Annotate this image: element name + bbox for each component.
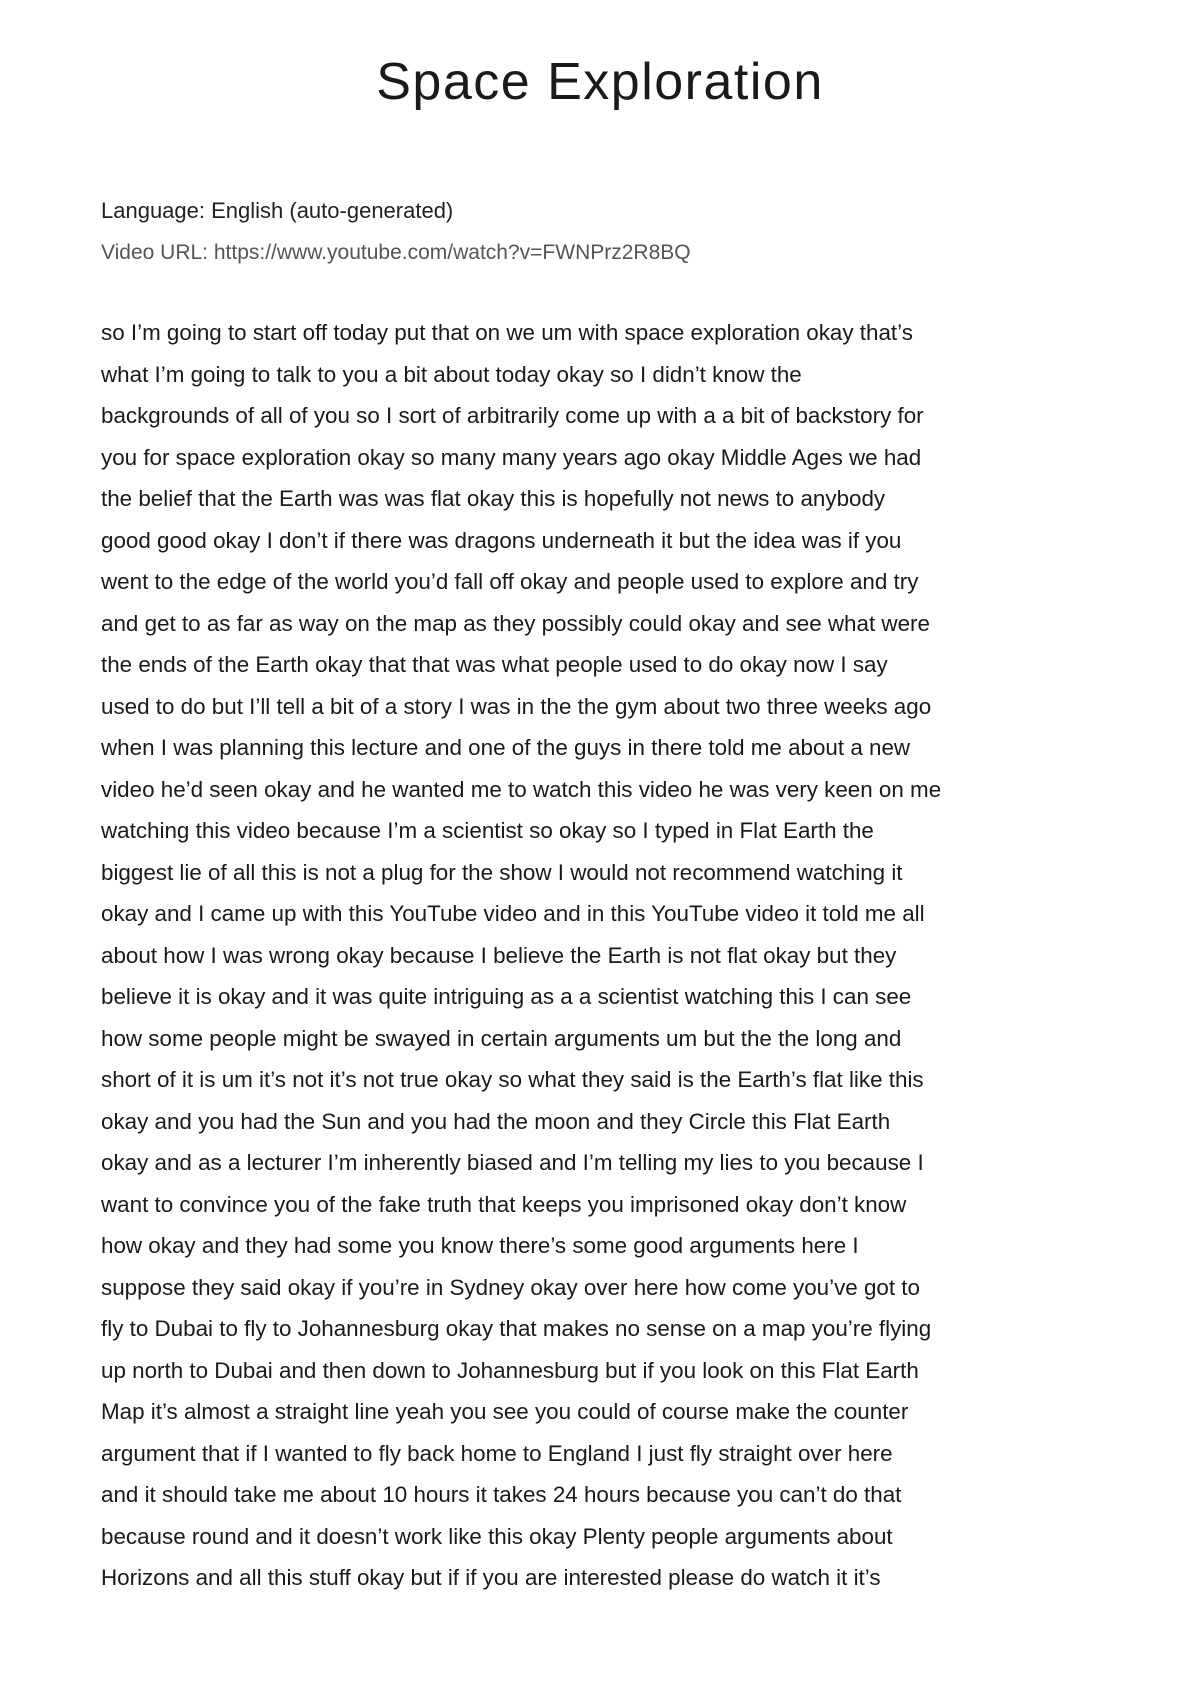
- transcript-line: how okay and they had some you know there’s some good arguments here I: [101, 1233, 859, 1258]
- transcript-line: and it should take me about 10 hours it takes 24 hours because you can’t do that: [101, 1482, 902, 1507]
- transcript-line: the ends of the Earth okay that that was what people used to do okay now I say: [101, 652, 888, 677]
- transcript-line: you for space exploration okay so many many years ago okay Middle Ages we had: [101, 444, 922, 470]
- transcript-body: [101, 312, 1081, 1599]
- transcript-line: short of it is um it’s not it’s not true okay so what they said is the Earth’s flat like this: [101, 1067, 924, 1092]
- transcript-line: watching this video because I’m a scientist so okay so I typed in Flat Earth the: [101, 818, 874, 843]
- transcript-line: used to do but I’ll tell a bit of a story I was in the the gym about two three weeks ago: [101, 693, 932, 719]
- transcript-line: Horizons and all this stuff okay but if if you are interested please do watch it it’s: [101, 1565, 881, 1590]
- transcript-line: about how I was wrong okay because I believe the Earth is not flat okay but they: [101, 942, 897, 968]
- document-title: Space Exploration: [376, 53, 824, 111]
- transcript-line: okay and I came up with this YouTube video and in this YouTube video it told me all: [101, 901, 925, 926]
- transcript-line: want to convince you of the fake truth that keeps you imprisoned okay don’t know: [101, 1191, 907, 1217]
- transcript-line: backgrounds of all of you so I sort of arbitrarily come up with a a bit of backstory for: [101, 403, 924, 428]
- transcript-line: the belief that the Earth was was flat okay this is hopefully not news to anybody: [101, 486, 886, 511]
- transcript-line: what I’m going to talk to you a bit about today okay so I didn’t know the: [101, 361, 802, 387]
- transcript-line: went to the edge of the world you’d fall off okay and people used to explore and try: [101, 569, 919, 594]
- transcript-line: okay and you had the Sun and you had the moon and they Circle this Flat Earth: [101, 1108, 891, 1134]
- transcript-line: up north to Dubai and then down to Johannesburg but if you look on this Flat Earth: [101, 1357, 919, 1383]
- language-line: Language: English (auto-generated): [101, 198, 454, 223]
- video-url-line: Video URL: https://www.youtube.com/watch?v=FWNPrz2R8BQ: [101, 241, 691, 264]
- transcript-line: argument that if I wanted to fly back home to England I just fly straight over here: [101, 1440, 893, 1466]
- transcript-line: okay and as a lecturer I’m inherently biased and I’m telling my lies to you because I: [101, 1150, 924, 1175]
- transcript-line: fly to Dubai to fly to Johannesburg okay that makes no sense on a map you’re flying: [101, 1316, 932, 1341]
- transcript-line: video he’d seen okay and he wanted me to watch this video he was very keen on me: [101, 776, 942, 802]
- transcript-line: so I’m going to start off today put that on we um with space exploration okay that’s: [101, 320, 913, 345]
- transcript-line: and get to as far as way on the map as they possibly could okay and see what were: [101, 610, 930, 636]
- transcript-line: because round and it doesn’t work like this okay Plenty people arguments about: [101, 1523, 893, 1549]
- transcript-line: suppose they said okay if you’re in Sydney okay over here how come you’ve got to: [101, 1274, 920, 1300]
- transcript-line: when I was planning this lecture and one of the guys in there told me about a new: [101, 735, 911, 760]
- transcript-line: believe it is okay and it was quite intriguing as a a scientist watching this I can see: [101, 984, 912, 1009]
- transcript-line: how some people might be swayed in certain arguments um but the the long and: [101, 1025, 902, 1051]
- transcript-line: good good okay I don’t if there was dragons underneath it but the idea was if you: [101, 527, 902, 553]
- transcript-line: biggest lie of all this is not a plug for the show I would not recommend watching it: [101, 859, 903, 885]
- transcript-line: Map it’s almost a straight line yeah you see you could of course make the counter: [101, 1399, 909, 1424]
